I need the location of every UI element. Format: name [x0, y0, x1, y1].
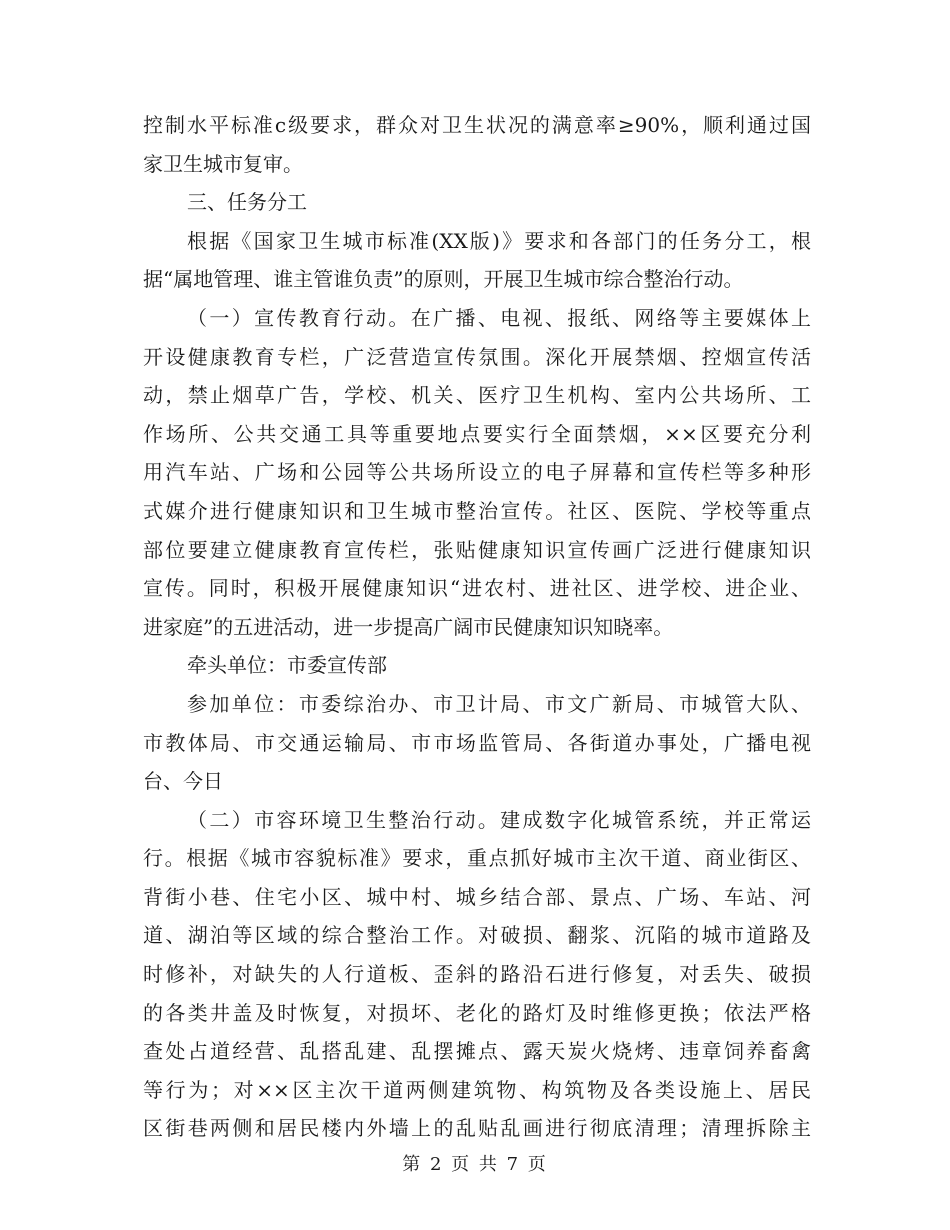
- text-line: 的各类井盖及时恢复，对损坏、老化的路灯及时维修更换；依法严格: [143, 1000, 811, 1025]
- text-line: 根据《国家卫生城市标准(XX版)》要求和各部门的任务分工，根: [187, 228, 811, 253]
- text-line: 动，禁止烟草广告，学校、机关、医疗卫生机构、室内公共场所、工: [143, 383, 811, 408]
- page-number-footer: 第 2 页 共 7 页: [402, 1154, 548, 1175]
- text-line: 进家庭”的五进活动，进一步提高广阔市民健康知识知晓率。: [143, 614, 674, 639]
- text-line: （二）市容环境卫生整治行动。建成数字化城管系统，并正常运: [187, 807, 811, 832]
- text-line: 开设健康教育专栏，广泛营造宣传氛围。深化开展禁烟、控烟宣传活: [143, 344, 811, 369]
- text-line: 台、今日: [143, 769, 223, 794]
- text-line: 等行为；对××区主次干道两侧建筑物、构筑物及各类设施上、居民: [143, 1077, 811, 1102]
- text-line: 时修补，对缺失的人行道板、歪斜的路沿石进行修复，对丢失、破损: [143, 962, 811, 987]
- document-body: [143, 106, 811, 1148]
- text-line: 区街巷两侧和居民楼内外墙上的乱贴乱画进行彻底清理；清理拆除主: [143, 1116, 811, 1141]
- text-line: 部位要建立健康教育宣传栏，张贴健康知识宣传画广泛进行健康知识: [143, 537, 811, 562]
- text-line: 参加单位：市委综治办、市卫计局、市文广新局、市城管大队、: [187, 691, 811, 716]
- text-line: 市教体局、市交通运输局、市市场监管局、各街道办事处，广播电视: [143, 730, 811, 755]
- text-line: 控制水平标准c级要求，群众对卫生状况的满意率≥90%，顺利通过国: [143, 113, 811, 137]
- text-line: （一）宣传教育行动。在广播、电视、报纸、网络等主要媒体上: [187, 305, 811, 330]
- text-line: 据“属地管理、谁主管谁负责”的原则，开展卫生城市综合整治行动。: [143, 267, 744, 292]
- text-line: 行。根据《城市容貌标准》要求，重点抓好城市主次干道、商业街区、: [143, 846, 811, 871]
- text-line: 家卫生城市复审。: [143, 151, 303, 176]
- text-line: 道、湖泊等区域的综合整治工作。对破损、翻浆、沉陷的城市道路及: [143, 923, 811, 948]
- text-line: 式媒介进行健康知识和卫生城市整治宣传。社区、医院、学校等重点: [143, 498, 811, 523]
- text-line: 作场所、公共交通工具等重要地点要实行全面禁烟，××区要充分利: [143, 421, 811, 446]
- text-line: 背街小巷、住宅小区、城中村、城乡结合部、景点、广场、车站、河: [143, 884, 811, 909]
- text-line: 用汽车站、广场和公园等公共场所设立的电子屏幕和宣传栏等多种形: [143, 460, 811, 485]
- section-heading: 三、任务分工: [187, 190, 307, 215]
- text-line: 牵头单位：市委宣传部: [187, 653, 387, 678]
- text-line: 宣传。同时，积极开展健康知识“进农村、进社区、进学校、进企业、: [143, 576, 811, 601]
- text-line: 查处占道经营、乱搭乱建、乱摆摊点、露天炭火烧烤、违章饲养畜禽: [143, 1039, 811, 1064]
